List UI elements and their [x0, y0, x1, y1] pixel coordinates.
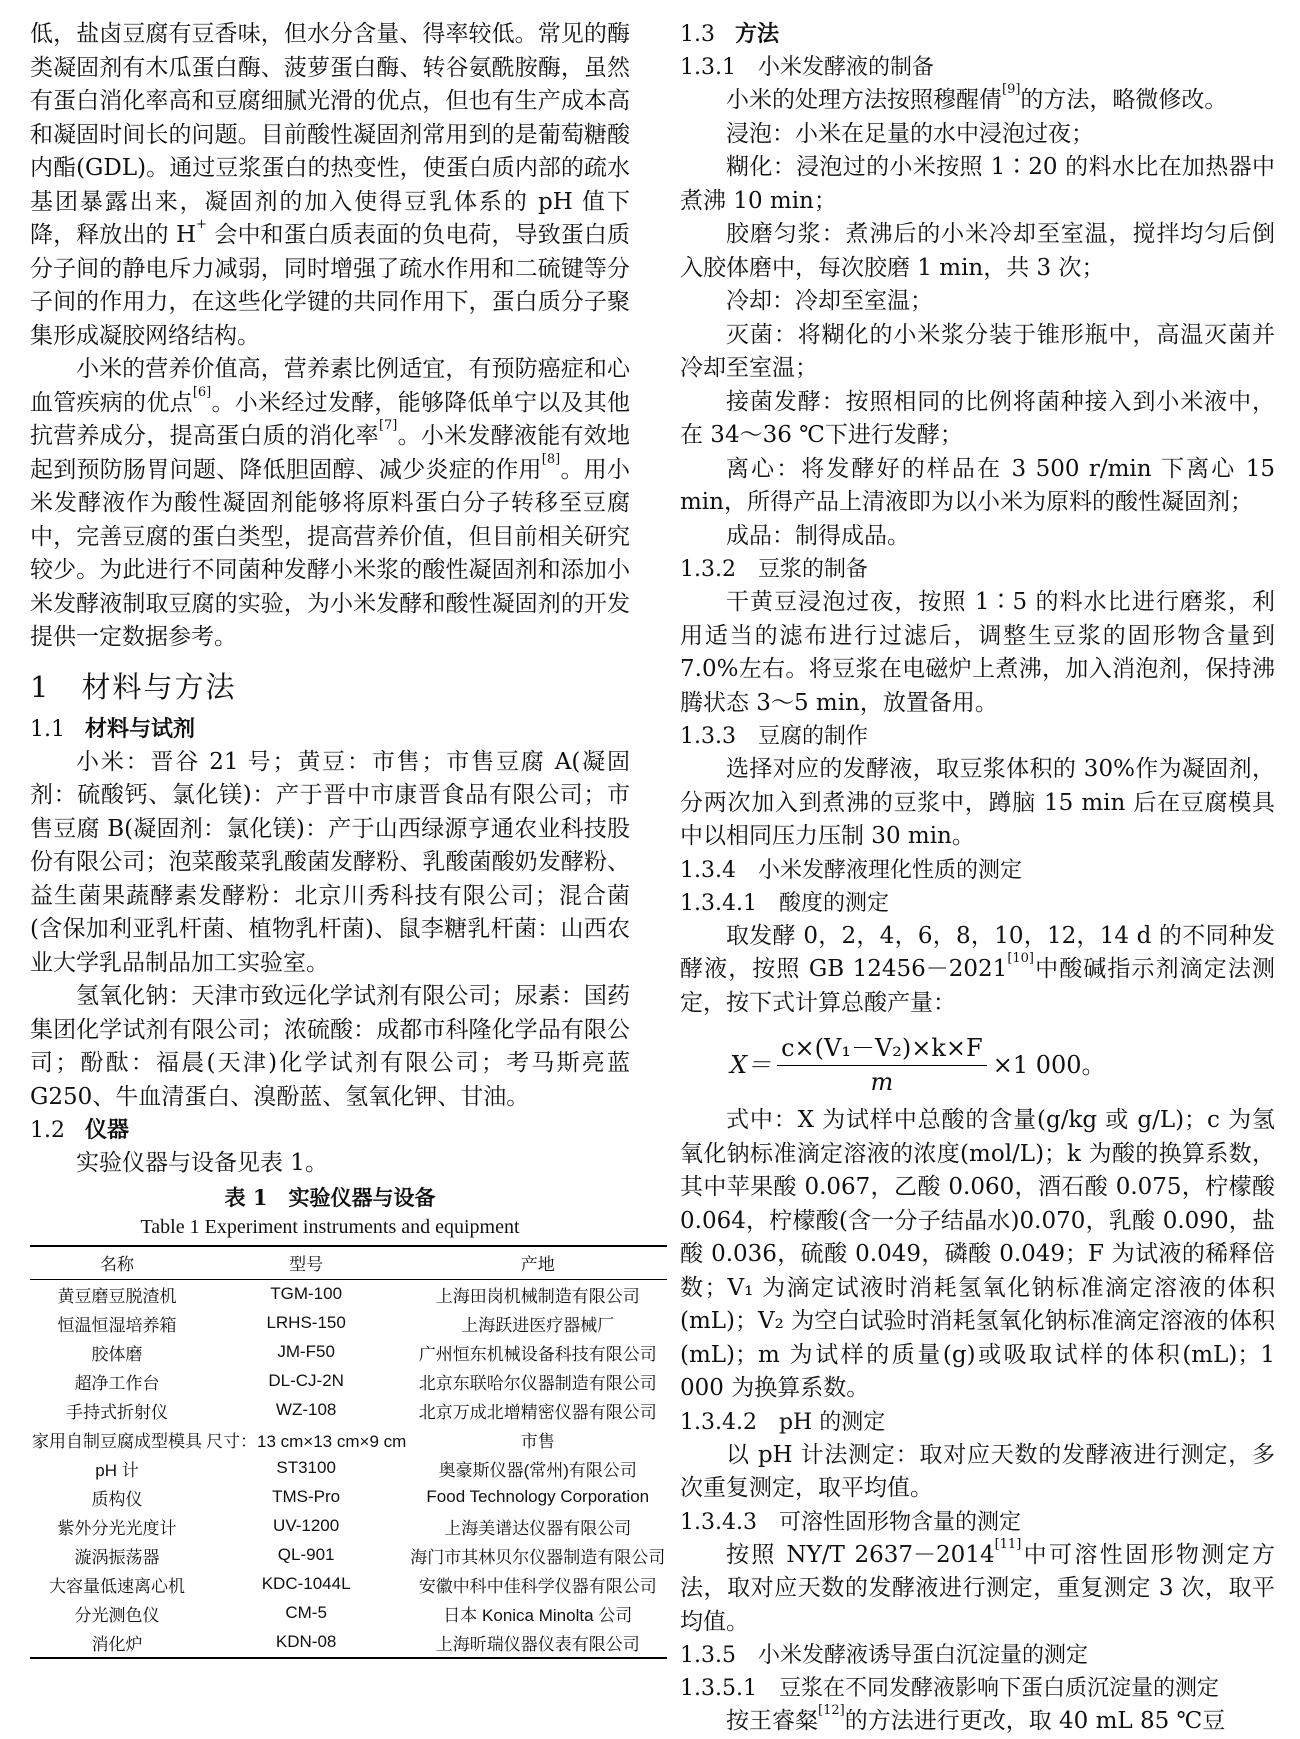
table-cell: 消化炉 [30, 1628, 204, 1658]
table-cell: 尺寸：13 cm×13 cm×9 cm [206, 1431, 407, 1451]
table-cell: 家用自制豆腐成型模具 [32, 1431, 202, 1451]
paragraph: 选择对应的发酵液，取豆浆体积的 30%作为凝固剂，分两次加入到煮沸的豆浆中，蹲脑 15 min 后在豆腐模具中以相同压力压制 30 min。 [680, 756, 1275, 849]
table-header: 名称 [30, 1246, 204, 1280]
table-cell: CM-5 [285, 1603, 327, 1622]
table-cell: 北京东联哈尔仪器制造有限公司 [418, 1373, 657, 1393]
subsection-heading: 1.3 方法 [680, 21, 780, 47]
table-cell: JM-F50 [277, 1342, 335, 1361]
table-header: 型号 [204, 1246, 408, 1280]
paragraph: 小米的营养价值高，营养素比例适宜，有预防癌症和心血管疾病的优点[6]。小米经过发酵，能够降低单宁以及其他抗营养成分，提高蛋白质的消化率[7]。小米发酵液能有效地起到预防肠胃问题、降低胆固醇、减少炎症的作用[8]。用小米发酵液作为酸性凝固剂能够将原料蛋白分子转移至豆腐中，完善豆腐的蛋白类型，提高营养价值，但目前相关研究较少。为此进行不同菌种发酵小米浆的酸性凝固剂和添加小米发酵液制取豆腐的实验，为小米发酵和酸性凝固剂的开发提供一定数据参考。 [30, 356, 631, 650]
table-row [30, 1279, 667, 1309]
formula-numerator: c×(V₁－V₂)×k×F [777, 1028, 987, 1066]
table-cell: 日本 Konica Minolta 公司 [443, 1605, 633, 1625]
paragraph: 胶磨匀浆：煮沸后的小米冷却至室温，搅拌均匀后倒入胶体磨中，每次胶磨 1 min，共 3 次； [680, 221, 1275, 281]
table-cell: QL-901 [277, 1545, 335, 1564]
table-row [30, 1338, 667, 1367]
paragraph: 糊化：浸泡过的小米按照 1∶20 的料水比在加热器中煮沸 10 min； [680, 154, 1275, 214]
table-row [30, 1628, 667, 1658]
table-cell: ST3100 [276, 1458, 336, 1477]
paragraph: 以 pH 计法测定：取对应天数的发酵液进行测定，多次重复测定，取平均值。 [680, 1441, 1275, 1501]
table-cell: 北京万成北增精密仪器有限公司 [418, 1402, 657, 1422]
table-cell: DL-CJ-2N [268, 1371, 344, 1390]
paragraph: 按照 NY/T 2637－2014[11]中可溶性固形物测定方法，取对应天数的发酵液进行测定，重复测定 3 次，取平均值。 [680, 1536, 1275, 1635]
table-cell: KDN-08 [204, 1628, 408, 1658]
paragraph: 接菌发酵：按照相同的比例将菌种接入到小米液中，在 34～36 ℃下进行发酵； [680, 388, 1275, 448]
paragraph: 小米：晋谷 21 号；黄豆：市售；市售豆腐 A(凝固剂：硫酸钙、氯化镁)：产于晋中市康晋食品有限公司；市售豆腐 B(凝固剂：氯化镁)：产于山西绿源亨通农业科技股份有限公司；泡菜酸菜乳酸菌发酵粉、乳酸菌酸奶发酵粉、益生菌果蔬酵素发酵粉：北京川秀科技有限公司；混合菌(含保加利亚乳杆菌、植物乳杆菌)、鼠李糖乳杆菌：山西农业大学乳品制品加工实验室。 [30, 748, 630, 976]
table-cell: 黄豆磨豆脱渣机 [57, 1286, 177, 1306]
subsection-heading: 1.3.4.1 酸度的测定 [680, 890, 889, 916]
formula-fraction [777, 1028, 987, 1096]
right-column [680, 18, 1275, 1739]
paragraph: 式中：X 为试样中总酸的含量(g/kg 或 g/L)；c 为氢氧化钠标准滴定溶液的浓度(mol/L)；k 为酸的换算系数，其中苹果酸 0.067，乙酸 0.060，酒石酸 0.075，柠檬酸 0.064，柠檬酸(含一分子结晶水)0.070，乳酸 0.090，盐酸 0.036，硫酸 0.049，磷酸 0.049；F 为试液的稀释倍数；V₁ 为滴定试液时消耗氢氧化钠标准滴定溶液的体积(mL)；V₂ 为空白试验时消耗氢氧化钠标准滴定溶液的体积(mL)；m 为试样的质量(g)或吸取试样的体积(mL)；1 000 为换算系数。 [680, 1107, 1275, 1401]
table-row [30, 1425, 667, 1454]
table-cell: 安徽中科中佳科学仪器有限公司 [418, 1576, 657, 1596]
paragraph: 小米的处理方法按照穆醒倩[9]的方法，略微修改。 [726, 82, 1228, 113]
table-cell: TGM-100 [270, 1284, 343, 1303]
instruments-table [30, 1245, 667, 1659]
formula-lhs: X＝ [730, 1050, 772, 1079]
paragraph: 氢氧化钠：天津市致远化学试剂有限公司；尿素：国药集团化学试剂有限公司；浓硫酸：成都市科隆化学品有限公司；酚酞：福晨(天津)化学试剂有限公司；考马斯亮蓝 G250、牛血清蛋白、溴酚蓝、氢氧化钾、甘油。 [30, 983, 630, 1110]
table-header-row [30, 1246, 667, 1280]
subsection-heading: 1.3.4 小米发酵液理化性质的测定 [680, 857, 1022, 883]
table-cell: 胶体磨 [91, 1344, 143, 1364]
table-cell: 上海跃进医疗器械厂 [461, 1315, 615, 1335]
subsection-heading: 1.1 材料与试剂 [30, 715, 196, 742]
paragraph: 灭菌：将糊化的小米浆分装于锥形瓶中，高温灭菌并冷却至室温； [680, 321, 1275, 381]
table-row [30, 1570, 667, 1599]
table-cell: UV-1200 [273, 1516, 340, 1535]
table-row [30, 1483, 667, 1512]
subsection-heading: 1.3.2 豆浆的制备 [680, 557, 868, 582]
table-cell: 质构仪 [91, 1489, 143, 1509]
subsection-heading: 1.3.5.1 豆浆在不同发酵液影响下蛋白质沉淀量的测定 [680, 1676, 1219, 1701]
table-header: 产地 [408, 1246, 667, 1280]
subsection-heading: 1.3.4.2 pH 的测定 [680, 1409, 886, 1435]
subsection-heading: 1.3.5 小米发酵液诱导蛋白沉淀量的测定 [680, 1643, 1088, 1668]
subsection-heading: 1.2 仪器 [30, 1117, 130, 1143]
paragraph: 离心：将发酵好的样品在 3 500 r/min 下离心 15 min，所得产品上清液即为以小米为原料的酸性凝固剂； [680, 455, 1275, 515]
table-row [30, 1309, 667, 1338]
table-cell: 分光测色仪 [74, 1605, 160, 1625]
subsection-heading: 1.3.3 豆腐的制作 [680, 724, 868, 749]
table-row [30, 1367, 667, 1396]
formula-rhs: ×1 000。 [992, 1050, 1106, 1079]
subsection-heading: 1.3.4.3 可溶性固形物含量的测定 [680, 1509, 1021, 1535]
table-cell: 上海昕瑞仪器仪表有限公司 [408, 1628, 667, 1658]
paragraph: 成品：制得成品。 [726, 522, 910, 549]
table-cell: 市售 [520, 1431, 555, 1451]
table-row [30, 1396, 667, 1425]
table-cell: 漩涡振荡器 [74, 1547, 160, 1567]
table-cell: 上海田岗机械制造有限公司 [435, 1286, 640, 1306]
table-cell: 超净工作台 [74, 1373, 160, 1393]
subsection-heading: 1.3.1 小米发酵液的制备 [680, 55, 934, 80]
paragraph: 冷却：冷却至室温； [726, 288, 933, 314]
table-cell: 手持式折射仪 [66, 1402, 168, 1422]
table-cell: pH 计 [95, 1460, 139, 1480]
paragraph: 浸泡：小米在足量的水中浸泡过夜； [726, 120, 1094, 147]
formula-denominator: m [870, 1068, 894, 1096]
paragraph: 干黄豆浸泡过夜，按照 1∶5 的料水比进行磨浆，利用适当的滤布进行过滤后，调整生豆浆的固形物含量到 7.0%左右。将豆浆在电磁炉上煮沸，加入消泡剂，保持沸腾状态 3～5 min，放置备用。 [680, 589, 1275, 716]
table-cell: KDC-1044L [261, 1574, 351, 1593]
table-cell: Food Technology Corporation [426, 1487, 650, 1506]
table-cell: 上海美谱达仪器有限公司 [444, 1518, 632, 1538]
table-cell: 海门市其林贝尔仪器制造有限公司 [410, 1547, 666, 1567]
total-acid-formula [730, 1028, 1275, 1096]
paragraph: 实验仪器与设备见表 1。 [76, 1150, 328, 1176]
paragraph: 按王睿粲[12]的方法进行更改，取 40 mL 85 ℃豆 [726, 1703, 1226, 1734]
table-row [30, 1541, 667, 1570]
paragraph: 取发酵 0，2，4，6，8，10，12，14 d 的不同种发酵液，按照 GB 12456－2021[10]中酸碱指示剂滴定法测定，按下式计算总酸产量： [680, 922, 1276, 1016]
table-cell: WZ-108 [275, 1400, 337, 1419]
left-column [30, 18, 666, 1659]
section-heading: 1 材料与方法 [30, 669, 237, 704]
table-caption-cn: 表 1 实验仪器与设备 [224, 1184, 436, 1210]
table-cell: 广州恒东机械设备科技有限公司 [418, 1344, 657, 1364]
table-row [30, 1599, 667, 1628]
table-row [30, 1512, 667, 1541]
table-cell: LRHS-150 [266, 1313, 346, 1332]
paragraph: 低，盐卤豆腐有豆香味，但水分含量、得率较低。常见的酶类凝固剂有木瓜蛋白酶、菠萝蛋白酶、转谷氨酰胺酶，虽然有蛋白消化率高和豆腐细腻光滑的优点，但也有生产成本高和凝固时间长的问题。目前酸性凝固剂常用到的是葡萄糖酸内酯(GDL)。通过豆浆蛋白的热变性，使蛋白质内部的疏水基团暴露出来，凝固剂的加入使得豆乳体系的 pH 值下降，释放出的 H+ 会中和蛋白质表面的负电荷，导致蛋白质分子间的静电斥力减弱，同时增强了疏水作用和二硫键等分子间的作用力，在这些化学键的共同作用下，蛋白质分子聚集形成凝胶网络结构。 [30, 21, 630, 349]
table-cell: 紫外分光光度计 [57, 1518, 177, 1538]
table-cell: 大容量低速离心机 [49, 1576, 185, 1596]
table-caption-en: Table 1 Experiment instruments and equipment [140, 1215, 520, 1238]
table-cell: 恒温恒湿培养箱 [57, 1315, 177, 1335]
table-row [30, 1454, 667, 1483]
table-cell: 奥豪斯仪器(常州)有限公司 [438, 1460, 637, 1480]
table-cell: TMS-Pro [272, 1487, 341, 1506]
